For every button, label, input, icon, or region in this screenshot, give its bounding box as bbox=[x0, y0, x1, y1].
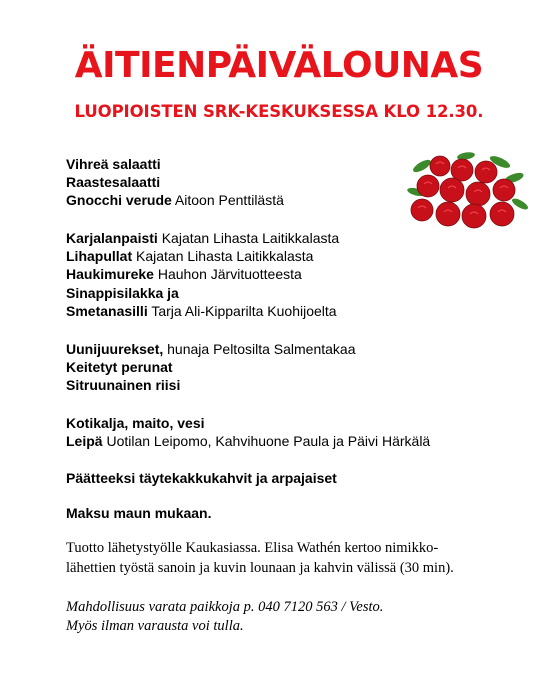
menu-line: Haukimureke Hauhon Järvituotteesta bbox=[66, 266, 302, 282]
payment-line: Maksu maun mukaan. bbox=[66, 505, 212, 521]
roses-icon bbox=[402, 148, 532, 230]
menu-line: Raastesalaatti bbox=[66, 174, 161, 190]
menu-line: Vihreä salaatti bbox=[66, 156, 161, 172]
menu-line: Kotikalja, maito, vesi bbox=[66, 415, 205, 431]
menu-line: Keitetyt perunat bbox=[66, 359, 173, 375]
menu-line: Sinappisilakka ja bbox=[66, 285, 179, 301]
menu-line: Uunijuurekset, hunaja Peltosilta Salmentakaa bbox=[66, 341, 356, 357]
page-title: ÄITIENPÄIVÄLOUNAS bbox=[74, 45, 484, 86]
reservation-line: Myös ilman varausta voi tulla. bbox=[66, 618, 244, 634]
menu-line: Sitruunainen riisi bbox=[66, 377, 181, 393]
menu-line: Karjalanpaisti Kajatan Lihasta Laitikkalasta bbox=[66, 230, 340, 246]
reservation-line: Mahdollisuus varata paikkoja p. 040 7120 563 / Vesto. bbox=[66, 599, 384, 615]
page-subtitle: LUOPIOISTEN SRK-KESKUKSESSA KLO 12.30. bbox=[74, 102, 484, 121]
closing-line: Päätteeksi täytekakkukahvit ja arpajaiset bbox=[66, 470, 337, 486]
menu-line: Leipä Uotilan Leipomo, Kahvihuone Paula ja Päivi Härkälä bbox=[66, 433, 431, 449]
menu-line: Smetanasilli Tarja Ali-Kipparilta Kuohijoelta bbox=[66, 303, 337, 319]
info-line: lähettien työstä sanoin ja kuvin lounaan ja kahvin välissä (30 min). bbox=[66, 560, 454, 576]
menu-line: Lihapullat Kajatan Lihasta Laitikkalasta bbox=[66, 248, 314, 264]
info-line: Tuotto lähetystyölle Kaukasiassa. Elisa Wathén kertoo nimikko- bbox=[66, 540, 439, 556]
menu-line: Gnocchi verude Aitoon Penttilästä bbox=[66, 192, 284, 208]
